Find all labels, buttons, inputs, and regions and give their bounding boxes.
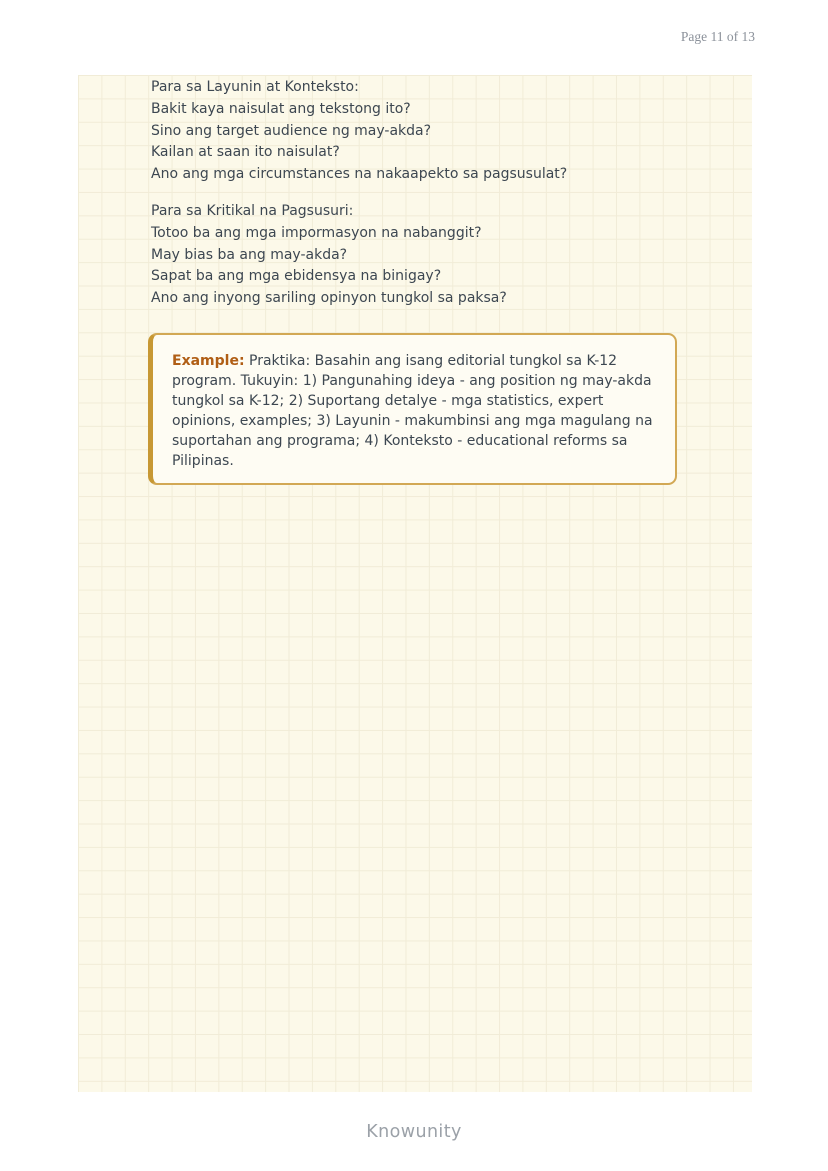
question-line: Sino ang target audience ng may-akda? xyxy=(151,122,432,139)
section-heading: Para sa Kritikal na Pagsusuri: xyxy=(151,203,354,219)
question-line: Totoo ba ang mga impormasyon na nabanggit? xyxy=(151,224,482,241)
section-layunin xyxy=(151,77,567,186)
example-label: Example: xyxy=(172,353,245,369)
question-line: Kailan at saan ito naisulat? xyxy=(151,144,340,161)
question-line: Ano ang mga circumstances na nakaapekto sa pagsusulat? xyxy=(151,166,568,183)
section-heading: Para sa Layunin at Konteksto: xyxy=(151,79,359,95)
page-indicator: Page 11 of 13 xyxy=(680,29,755,44)
knowunity-wordmark: Knowunity xyxy=(366,1122,462,1142)
question-line: Sapat ba ang mga ebidensya na binigay? xyxy=(151,268,442,285)
section-kritikal xyxy=(151,201,507,310)
example-box xyxy=(148,333,677,485)
notebook-paper xyxy=(78,75,752,1092)
question-line: Ano ang inyong sariling opinyon tungkol sa paksa? xyxy=(151,290,507,307)
question-line: May bias ba ang may-akda? xyxy=(151,246,348,263)
example-text: Praktika: Basahin ang isang editorial tungkol sa K-12 program. Tukuyin: 1) Pangunahing ideya - ang position ng may-akda tungkol sa K-12; 2) Suportang detalye - mga statistics, expert opinions, examples; 3) Layunin - makumbinsi ang mga magulang na suportahan ang programa; 4) Konteksto - educational reforms sa Pilipinas. xyxy=(172,353,653,469)
example-paragraph xyxy=(172,352,656,471)
question-line: Bakit kaya naisulat ang tekstong ito? xyxy=(151,100,411,117)
